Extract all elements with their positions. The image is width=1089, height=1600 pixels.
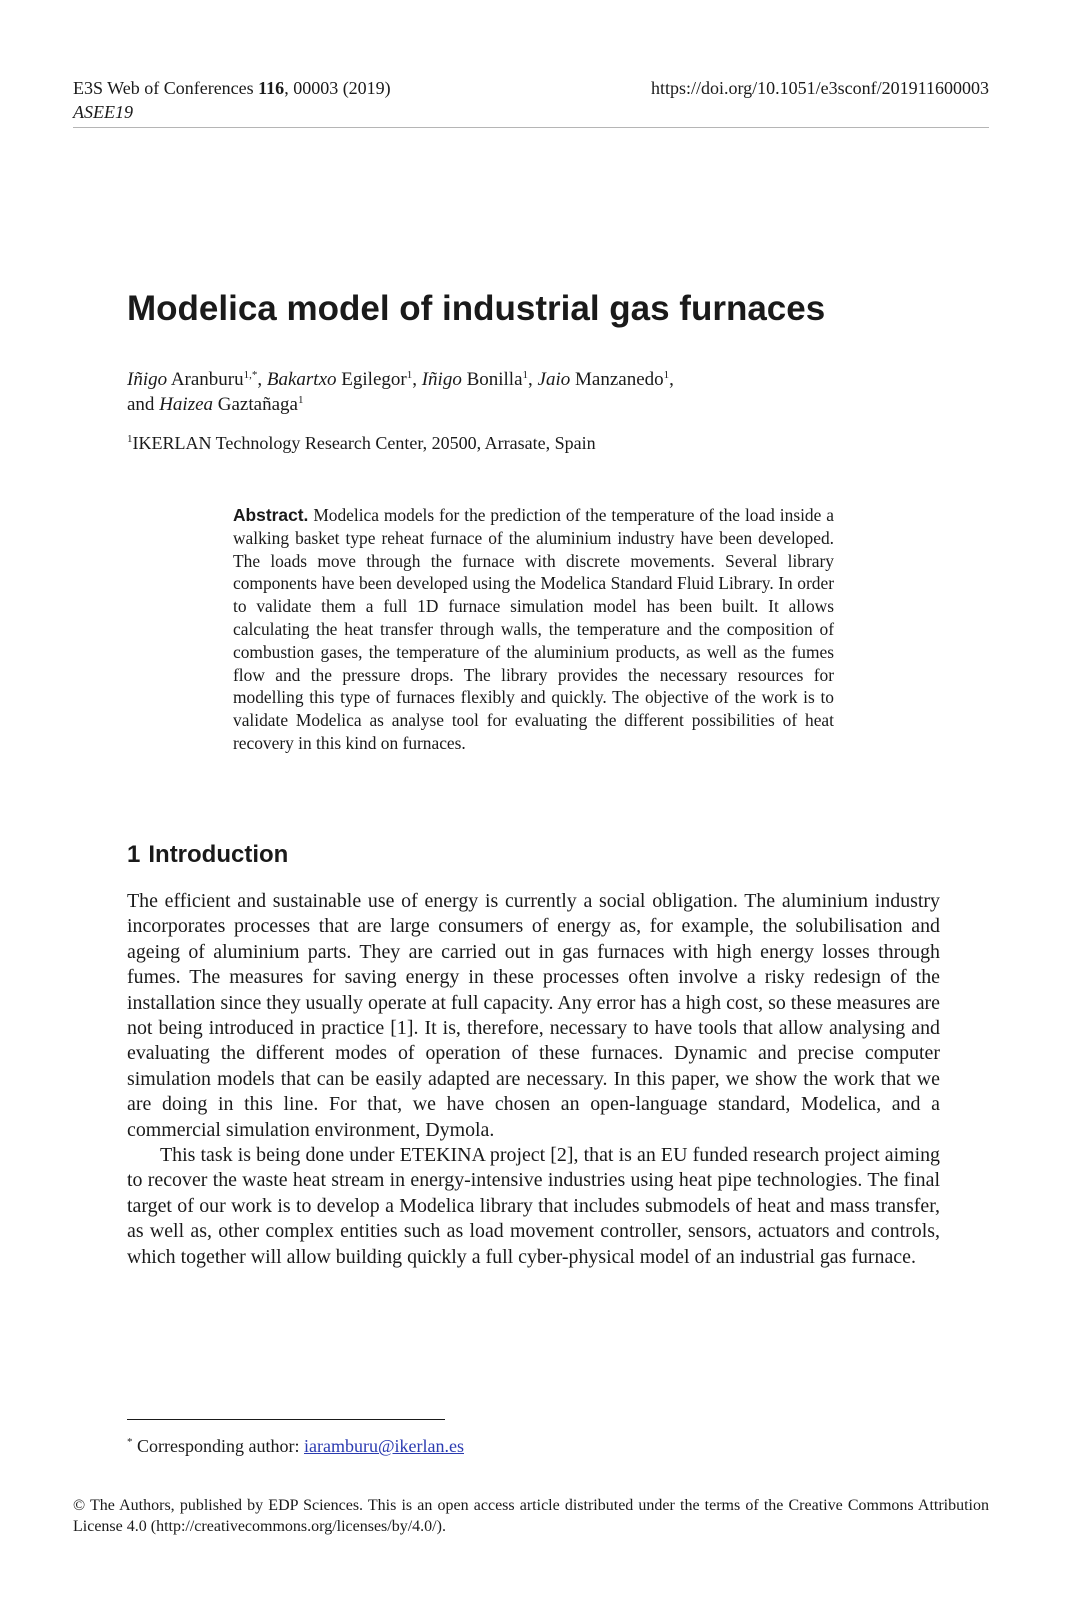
author-list: Iñigo Aranburu$^{1,*}$, Bakartxo Egilegor$^1$, Iñigo Bonilla$^1$, Jaio Manzanedo$^1$, and Haizea Gaztañaga$^1$ [127,369,674,415]
footnote [127,1434,464,1458]
abstract [233,504,834,755]
journal-volume: 116 [258,78,285,98]
abstract-text: Modelica models for the prediction of the temperature of the load inside a walking basket type reheat furnace of the aluminium industry have been developed. The loads move through the furnace with discrete movements. Several library components have been developed using the Modelica Standard Fluid Library. In order to validate them a full 1D furnace simulation model has been built. It allows calculating the heat transfer through walls, the temperature and the composition of combustion gases, the temperature of the aluminium products, as well as the fumes flow and the pressure drops. The library provides the necessary resources for modelling this type of furnaces flexibly and quickly. The objective of the work is to validate Modelica as analyse tool for evaluating the different possibilities of heat recovery in this kind on furnaces. [233,505,834,753]
author-2: Bakartxo Egilegor$^1$ [266,369,413,390]
abstract-label: Abstract. [233,505,309,525]
footnote-label: Corresponding author: [137,1436,300,1456]
author-3: Iñigo Bonilla$^1$ [421,369,529,390]
conference-name: ASEE19 [73,102,133,122]
section-number: 1 [127,841,141,868]
article-number-year: , 00003 (2019) [284,78,391,98]
section-heading [127,840,288,870]
footnote-mark: * [127,1436,133,1448]
author-1: Iñigo Aranburu$^{1,*}$ [127,369,258,390]
corresponding-email-link[interactable]: iaramburu@ikerlan.es [303,1436,464,1456]
header-rule [73,127,989,128]
paper-title: Modelica model of industrial gas furnaces [127,289,826,328]
license-notice: © The Authors, published by EDP Sciences. This is an open access article distributed under the terms of the Creative Commons Attribution License 4.0 (http://creativecommons.org/licenses/by/4.0/). [73,1497,989,1535]
affiliation [127,431,596,455]
section-title: Introduction [148,841,289,868]
footnote-rule [127,1419,445,1420]
author-4: Jaio Manzanedo$^1$ [537,369,670,390]
journal-citation [73,76,391,124]
section-body [127,889,940,1270]
author-conjunction: and [127,394,155,415]
paragraph: This task is being done under ETEKINA project [2], that is an EU funded research project aiming to recover the waste heat stream in energy-intensive industries using heat pipe technologies. The final target of our work is to develop a Modelica library that includes submodels of heat and mass transfer, as well as, other complex entities such as load movement controller, sensors, actuators and controls, which together will allow building quickly a full cyber-physical model of an industrial gas furnace. [127,1144,940,1268]
author-5: Haizea Gaztañaga$^1$ [159,394,304,415]
paragraph: The efficient and sustainable use of energy is currently a social obligation. The aluminium industry incorporates processes that are large consumers of energy as, for example, the solubilisation and ageing of aluminium parts. They are carried out in gas furnaces with high energy losses through fumes. The measures for saving energy in these processes often involve a risky redesign of the installation since they usually operate at full capacity. Any error has a high cost, so these measures are not being introduced in practice [1]. It is, therefore, necessary to have tools that allow analysing and evaluating the different modes of operation of these furnaces. Dynamic and precise computer simulation models that can be easily adapted are necessary. In this paper, we show the work that we are doing in this line. For that, we have chosen an open-language standard, Modelica, and a commercial simulation environment, Dymola. [127,890,940,1141]
journal-name: E3S Web of Conferences [73,78,254,98]
affiliation-mark: 1 [127,433,133,445]
affiliation-text: IKERLAN Technology Research Center, 20500, Arrasate, Spain [132,433,596,453]
doi-link[interactable]: https://doi.org/10.1051/e3sconf/201911600003 [651,78,989,98]
